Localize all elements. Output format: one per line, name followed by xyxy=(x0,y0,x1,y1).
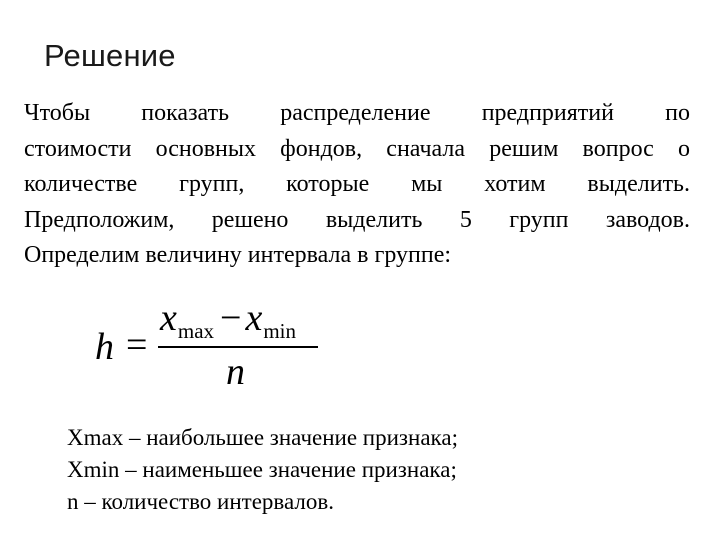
formula-denominator: n xyxy=(226,351,245,393)
formula-lhs: h xyxy=(95,326,114,368)
paragraph-line: Предположим, решено выделить 5 групп заводов. xyxy=(24,206,690,233)
main-paragraph xyxy=(24,96,690,274)
formula-x-max: x xyxy=(160,297,177,339)
interval-formula xyxy=(92,296,332,396)
paragraph-line: Определим величину интервала в группе: xyxy=(24,242,452,268)
paragraph-line: количестве групп, которые мы хотим выделить. xyxy=(24,171,690,197)
formula-numerator xyxy=(160,296,297,343)
formula-equals: = xyxy=(126,324,148,366)
legend-item-xmin: Хmin – наименьшее значение признака; xyxy=(67,457,457,482)
formula-legend xyxy=(67,422,458,518)
slide-title: Решение xyxy=(44,38,176,73)
paragraph-line: стоимости основных фондов, сначала решим вопрос о xyxy=(24,135,690,162)
formula-sub-min: min xyxy=(263,319,297,343)
formula-minus: − xyxy=(220,297,242,339)
legend-item-n: n – количество интервалов. xyxy=(67,489,334,514)
paragraph-line: Чтобы показать распределение предприятий по xyxy=(24,100,690,126)
fraction-bar xyxy=(158,346,318,348)
formula-sub-max: max xyxy=(177,319,215,343)
legend-item-xmax: Хmax – наибольшее значение признака; xyxy=(67,425,458,450)
formula-x-min: x xyxy=(245,297,263,339)
